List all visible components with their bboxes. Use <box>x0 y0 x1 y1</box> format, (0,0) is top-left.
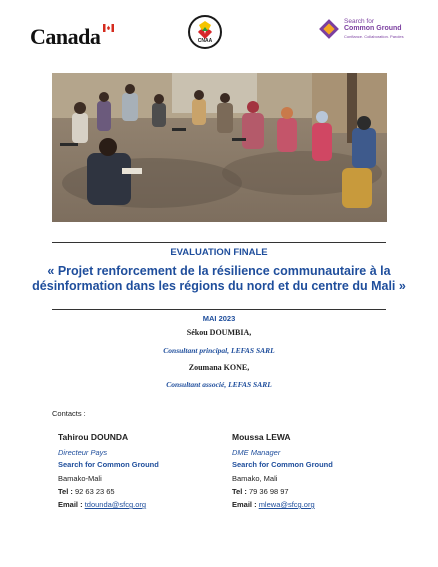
evaluation-label: EVALUATION FINALE <box>170 247 268 258</box>
author1-role: Consultant principal, LEFAS SARL <box>163 346 275 355</box>
top-divider <box>52 242 386 243</box>
canada-flag-icon <box>103 24 114 32</box>
canada-wordmark: Canada <box>30 24 101 49</box>
canada-logo <box>30 24 116 50</box>
sfcg-line2: Common Ground <box>344 25 402 32</box>
sfcg-tagline: Confiance. Collaboration. Paroles <box>344 34 404 39</box>
contact-city: Bamako-Mali <box>58 474 102 483</box>
report-date: MAI 2023 <box>202 314 236 323</box>
contact-name: Moussa LEWA <box>232 432 291 442</box>
project-title: « Projet renforcement de la résilience communautaire à la désinformation dans les régions du nord et du centre du Mali » <box>32 264 406 293</box>
email-link[interactable]: tdounda@sfcg.org <box>84 500 147 509</box>
contact-org: Search for Common Ground <box>58 460 159 469</box>
author1-name: Sékou DOUMBIA, <box>186 328 252 337</box>
sfcg-line1: Search for <box>344 18 374 25</box>
contact-email: Email : tdounda@sfcg.org <box>58 500 147 509</box>
title-divider <box>52 309 386 310</box>
cnaa-text: CNAA <box>197 38 213 44</box>
sfcg-logo <box>322 18 422 44</box>
author2-role: Consultant associé, LEFAS SARL <box>166 380 272 389</box>
contact-email: Email : mlewa@sfcg.org <box>232 500 315 509</box>
contact-phone: Tel : 79 36 98 97 <box>232 487 289 496</box>
cnaa-logo <box>188 15 222 49</box>
contact-city: Bamako, Mali <box>232 474 278 483</box>
cover-photo <box>52 73 387 222</box>
author2-name: Zoumana KONE, <box>188 363 250 372</box>
contacts-label: Contacts : <box>52 409 86 418</box>
contact-name: Tahirou DOUNDA <box>58 432 129 442</box>
contact-org: Search for Common Ground <box>232 460 333 469</box>
group-meeting-photo-icon <box>52 73 387 222</box>
contact-role: DME Manager <box>232 448 281 457</box>
contact-phone: Tel : 92 63 23 65 <box>58 487 115 496</box>
email-link[interactable]: mlewa@sfcg.org <box>258 500 315 509</box>
contact-role: Directeur Pays <box>58 448 108 457</box>
